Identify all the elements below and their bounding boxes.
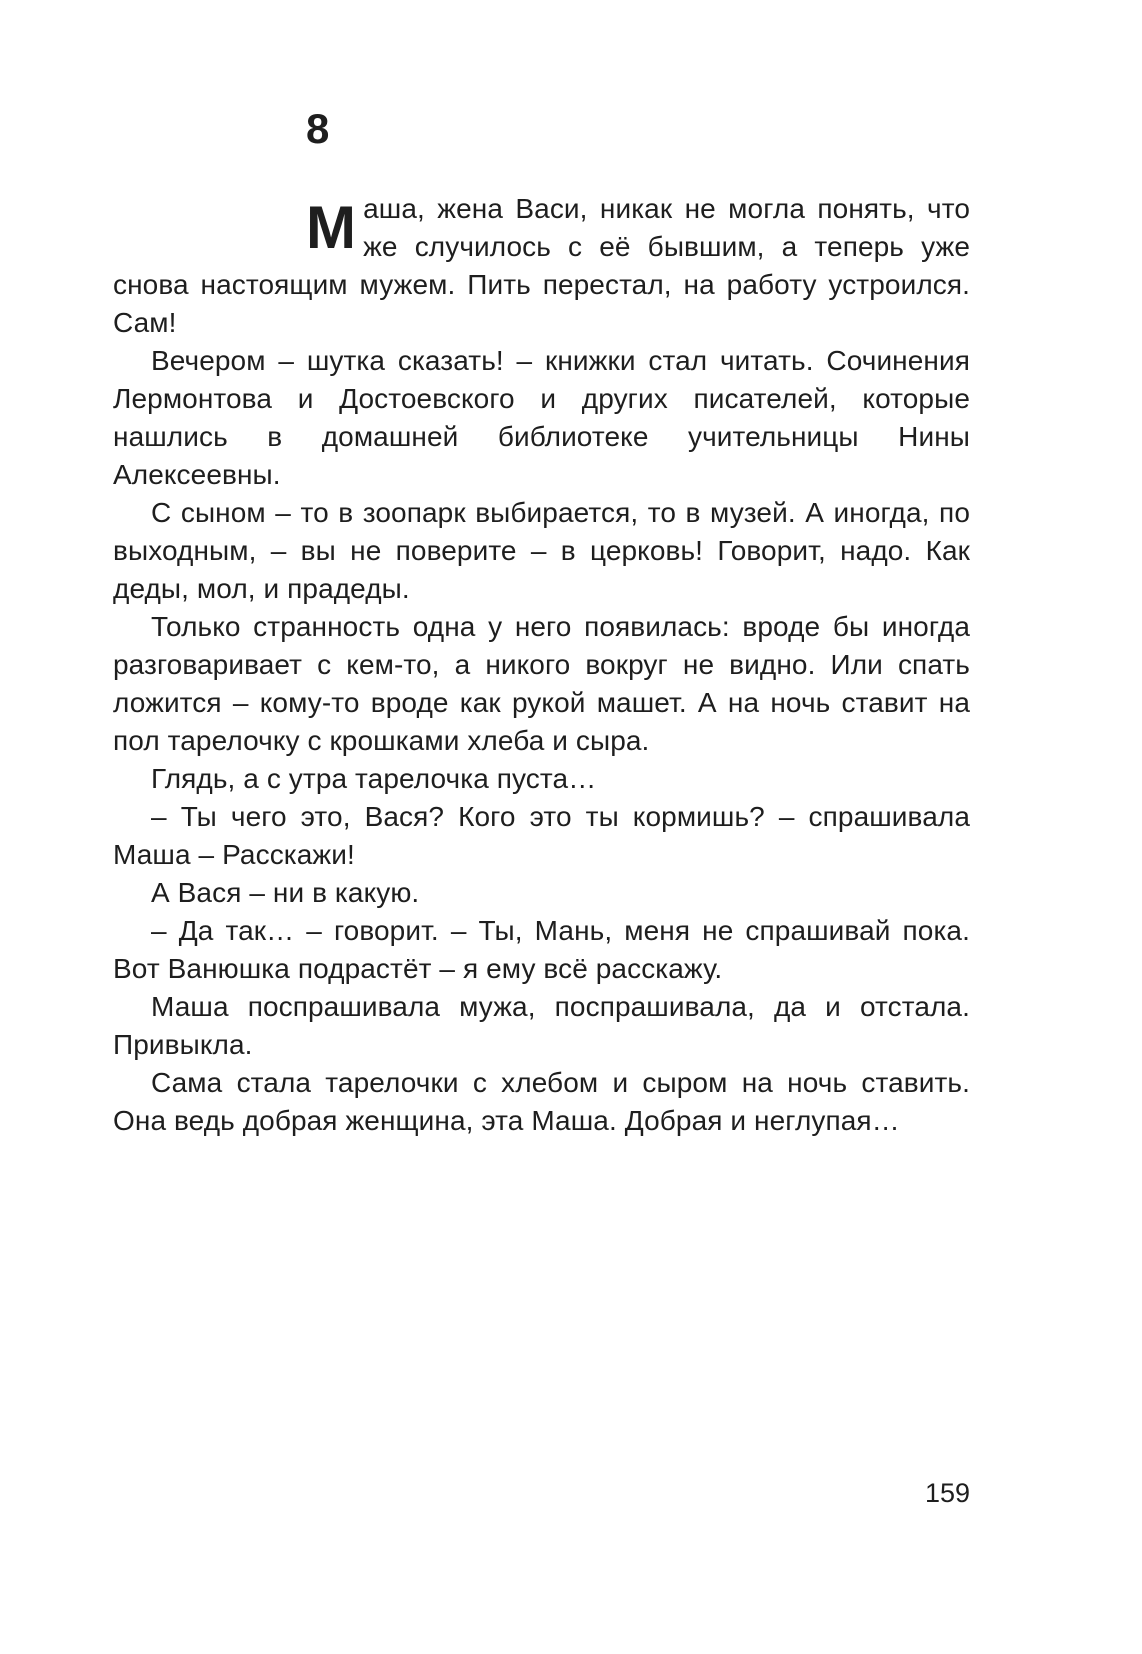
paragraph-text: Сама стала тарелочки с хлебом и сыром на ночь ставить. Она ведь добрая женщина, эта Маша. Добрая и неглупая… bbox=[113, 1067, 970, 1136]
paragraph-text: Глядь, а с утра тарелочка пуста… bbox=[151, 763, 597, 794]
page-content bbox=[113, 106, 970, 1140]
paragraph-text: аша, жена Васи, никак не могла понять, что же случилось с её бывшим, а теперь уже снова настоящим мужем. Пить перестал, на работу устроился. Сам! bbox=[113, 193, 970, 338]
paragraph bbox=[113, 190, 970, 342]
body-text bbox=[113, 190, 970, 1140]
paragraph-text: Только странность одна у него появилась: вроде бы иногда разговаривает с кем-то, а никого вокруг не видно. Или спать ложится – кому-то вроде как рукой машет. А на ночь ставит на пол тарелочку с крошками хлеба и сыра. bbox=[113, 611, 970, 756]
paragraph bbox=[113, 1064, 970, 1140]
paragraph bbox=[113, 342, 970, 494]
paragraph bbox=[113, 760, 970, 798]
paragraph bbox=[113, 798, 970, 874]
paragraph bbox=[113, 988, 970, 1064]
paragraph-text: С сыном – то в зоопарк выбирается, то в музей. А иногда, по выходным, – вы не поверите – в церковь! Говорит, надо. Как деды, мол, и прадеды. bbox=[113, 497, 970, 604]
paragraph-text: А Вася – ни в какую. bbox=[151, 877, 420, 908]
paragraph-text: Маша поспрашивала мужа, поспрашивала, да и отстала. Привыкла. bbox=[113, 991, 970, 1060]
page-number: 159 bbox=[924, 1478, 970, 1508]
paragraph-text: Вечером – шутка сказать! – книжки стал читать. Сочинения Лермонтова и Достоевского и других писателей, которые нашлись в домашней библиотеке учительницы Нины Алексеевны. bbox=[113, 345, 970, 490]
paragraph-text: – Ты чего это, Вася? Кого это ты кормишь? – спрашивала Маша – Расскажи! bbox=[113, 801, 970, 870]
drop-cap: М bbox=[306, 194, 357, 261]
paragraph bbox=[113, 494, 970, 608]
paragraph bbox=[113, 608, 970, 760]
paragraph-text: – Да так… – говорит. – Ты, Мань, меня не спрашивай пока. Вот Ванюшка подрастёт – я ему всё расскажу. bbox=[113, 915, 970, 984]
paragraph bbox=[113, 912, 970, 988]
chapter-number: 8 bbox=[306, 105, 330, 152]
paragraph bbox=[113, 874, 970, 912]
